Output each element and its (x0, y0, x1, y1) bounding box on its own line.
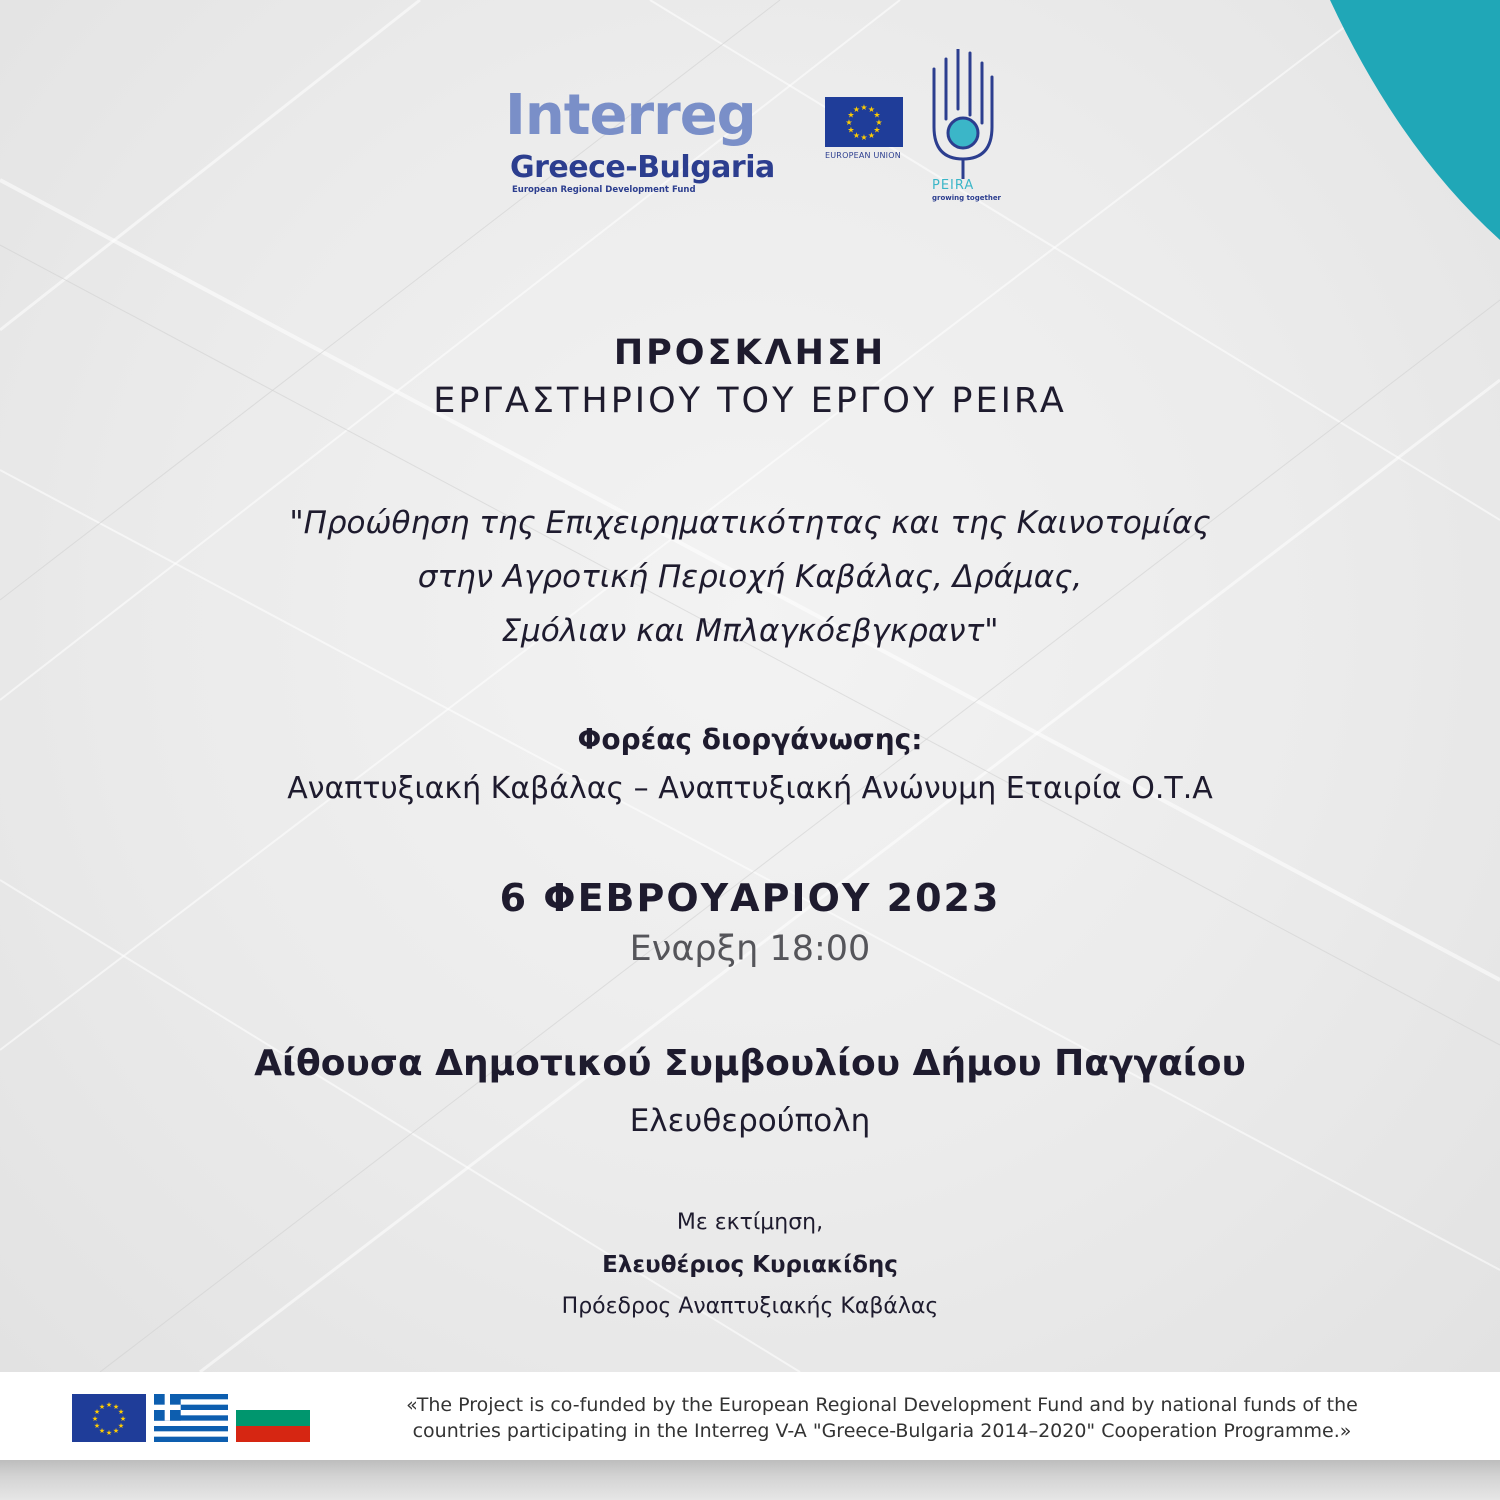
peira-tagline: growing together (932, 194, 1002, 202)
quote-line: Σμόλιαν και Μπλαγκόεβγκραντ" (501, 613, 999, 649)
svg-text:★: ★ (873, 110, 881, 120)
closing-regards: Με εκτίμηση, (676, 1210, 824, 1235)
quote-line: στην Αγροτική Περιοχή Καβάλας, Δράμας, (417, 559, 1083, 595)
svg-text:★: ★ (852, 105, 861, 114)
bulgaria-flag-icon (236, 1394, 310, 1442)
svg-text:★: ★ (93, 1422, 101, 1430)
bottom-shadow (0, 1460, 1500, 1500)
svg-text:★: ★ (860, 103, 868, 112)
funding-line: countries participating in the Interreg V-A "Greece-Bulgaria 2014–2020" Cooperation Programme.» (412, 1420, 1352, 1442)
svg-text:★: ★ (117, 1422, 125, 1430)
funding-line: «The Project is co-funded by the European Regional Development Fund and by national funds of the (406, 1394, 1358, 1416)
svg-text:★: ★ (98, 1403, 106, 1411)
svg-text:★: ★ (852, 131, 861, 140)
svg-text:★: ★ (873, 125, 881, 135)
peira-logo-text: PEIRA (932, 178, 975, 193)
teal-corner-shape (1270, 0, 1500, 240)
invitation-subtitle: ΕΡΓΑΣΤΗΡΙΟΥ ΤΟΥ ΕΡΓΟΥ PEIRA (433, 381, 1067, 421)
svg-text:★: ★ (117, 1408, 125, 1416)
eu-flag-icon (825, 97, 903, 147)
svg-text:★: ★ (112, 1403, 120, 1411)
eu-flag-icon (72, 1394, 146, 1442)
quote-line: "Προώθηση της Επιχειρηματικότητας και της Καινοτομίας (289, 505, 1211, 541)
svg-text:★: ★ (860, 133, 868, 142)
logo-row (505, 85, 1005, 215)
svg-text:★: ★ (91, 1415, 99, 1423)
eu-label: EUROPEAN UNION (825, 151, 901, 160)
svg-text:★: ★ (867, 131, 876, 140)
event-start-time: Εναρξη 18:00 (629, 929, 871, 969)
svg-text:★: ★ (845, 118, 853, 127)
peira-hand-icon (928, 49, 998, 179)
invitation-title: ΠΡΟΣΚΛΗΣΗ (613, 333, 887, 373)
svg-text:★: ★ (847, 110, 855, 120)
interreg-logo-text: Interreg (505, 83, 756, 148)
svg-text:★: ★ (875, 118, 883, 127)
funding-statement (342, 1392, 1422, 1444)
signer-name: Ελευθέριος Κυριακίδης (602, 1252, 898, 1278)
svg-text:★: ★ (847, 125, 855, 135)
interreg-programme-text: Greece-Bulgaria (510, 150, 775, 185)
signer-role: Πρόεδρος Αναπτυξιακής Καβάλας (561, 1294, 939, 1319)
svg-text:★: ★ (105, 1429, 113, 1437)
svg-text:★: ★ (867, 105, 876, 114)
event-town: Ελευθερούπολη (629, 1103, 871, 1139)
svg-text:★: ★ (112, 1427, 120, 1435)
svg-text:★: ★ (98, 1427, 106, 1435)
organizer-label: Φορέας διοργάνωσης: (577, 723, 923, 756)
erdf-text: European Regional Development Fund (512, 185, 696, 195)
event-venue: Αίθουσα Δημοτικού Συμβουλίου Δήμου Παγγαίου (254, 1043, 1246, 1084)
organizer-name: Αναπτυξιακή Καβάλας – Αναπτυξιακή Ανώνυμη Εταιρία Ο.Τ.Α (287, 771, 1213, 806)
svg-text:★: ★ (93, 1408, 101, 1416)
event-date: 6 ΦΕΒΡΟΥΑΡΙΟΥ 2023 (499, 876, 1001, 920)
svg-text:★: ★ (119, 1415, 127, 1423)
svg-text:★: ★ (105, 1401, 113, 1409)
greece-flag-icon (154, 1394, 228, 1442)
workshop-title-quote (0, 496, 1500, 658)
